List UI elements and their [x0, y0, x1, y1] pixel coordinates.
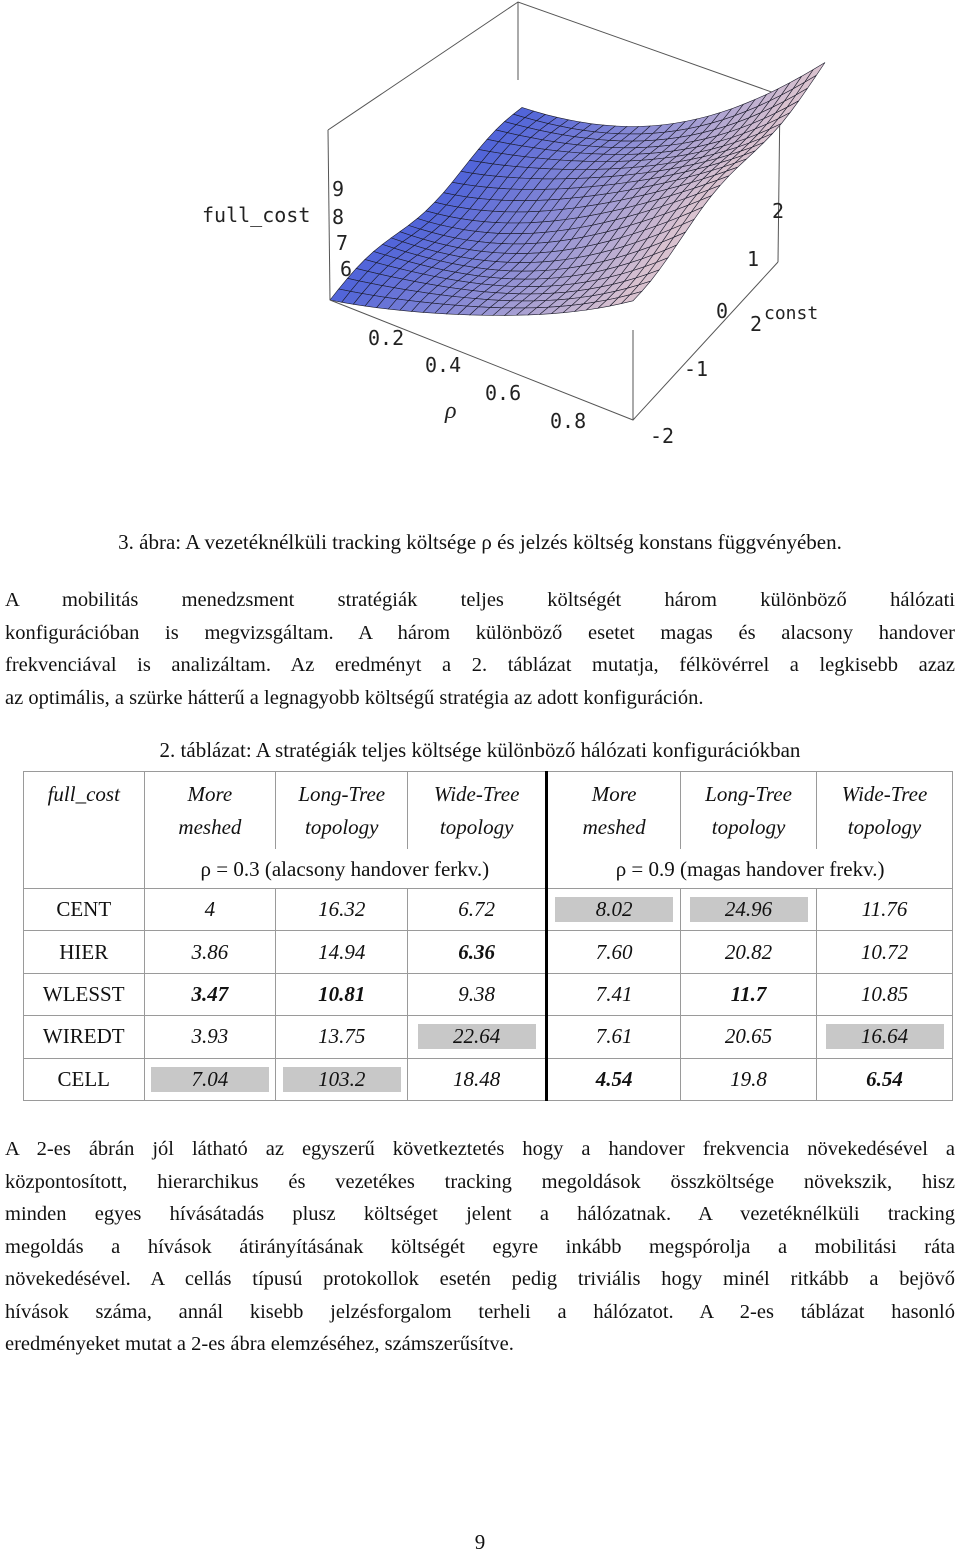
mesh-cell [805, 63, 825, 83]
table-cell: 4.54 [547, 1058, 681, 1100]
x-tick: 0.2 [368, 326, 405, 350]
table-cell: 7.60 [547, 931, 681, 973]
column-header: More meshed [144, 772, 276, 850]
y-tick: -1 [684, 357, 709, 381]
text-line: megoldás a hívások átirányításának költségét egyre inkább megspórolja a mobilitási ráta [5, 1235, 955, 1258]
text-line: központosított, hierarchikus és vezetékes tracking megoldások összköltsége növekszik, hisz [5, 1170, 955, 1193]
table-cell: 9.38 [408, 973, 547, 1015]
x-tick: 0.6 [485, 381, 522, 405]
page-number: 9 [474, 1530, 486, 1554]
row-label: WIREDT [24, 1016, 145, 1058]
table-cell: 7.04 [144, 1058, 276, 1100]
z-tick: 7 [336, 231, 349, 255]
table-cell: 10.85 [817, 973, 953, 1015]
y-tick: 2 [772, 199, 785, 223]
table-cell: 8.02 [547, 889, 681, 931]
column-header: Wide-Tree topology [408, 772, 547, 850]
table-cell: 11.76 [817, 889, 953, 931]
y-axis-label-prefix: 2 [750, 312, 763, 336]
y-tick: -2 [650, 424, 675, 448]
table-cell: 13.75 [276, 1016, 408, 1058]
column-header: Wide-Tree topology [817, 772, 953, 850]
column-header: Long-Tree topology [276, 772, 408, 850]
rho-high-header: ρ = 0.9 (magas handover frekv.) [547, 849, 953, 888]
table-cell: 19.8 [681, 1058, 817, 1100]
table-cell: 24.96 [681, 889, 817, 931]
table-row [24, 889, 953, 931]
table-cell: 10.72 [817, 931, 953, 973]
column-header: More meshed [547, 772, 681, 850]
row-label: CENT [24, 889, 145, 931]
text-line: növekedésével. A cellás típusú protokollok esetén pedig triviális hogy minél ritkább a bejövő [5, 1268, 955, 1290]
x-axis-label: ρ [445, 398, 457, 424]
z-tick: 9 [332, 177, 345, 201]
figure-caption: 3. ábra: A vezetéknélküli tracking költsége ρ és jelzés költség konstans függvényében. [118, 530, 842, 554]
x-tick: 0.8 [550, 409, 587, 433]
table-cell: 10.81 [276, 973, 408, 1015]
table-cell: 7.61 [547, 1016, 681, 1058]
paragraph-1 [5, 584, 955, 714]
z-tick: 8 [332, 205, 345, 229]
corner-header: full_cost [24, 772, 145, 889]
text-line: eredményeket mutat a 2-es ábra elemzéséhez, számszerűsítve. [5, 1333, 514, 1355]
y-axis-label: const [764, 303, 819, 324]
table-cell: 7.41 [547, 973, 681, 1015]
table-cell: 6.72 [408, 889, 547, 931]
table-cell: 18.48 [408, 1058, 547, 1100]
table-cell: 11.7 [681, 973, 817, 1015]
row-label: WLESST [24, 973, 145, 1015]
table-cell: 16.32 [276, 889, 408, 931]
table-cell: 14.94 [276, 931, 408, 973]
table-row [24, 1058, 953, 1100]
text-line: konfigurációban is megvizsgáltam. A három különböző esetet magas és alacsony handover [5, 621, 955, 644]
table-cell: 22.64 [408, 1016, 547, 1058]
text-line: az optimális, a szürke hátterű a legnagyobb költségű stratégia az adott konfiguráción. [5, 686, 704, 709]
table-row [24, 973, 953, 1015]
text-line: A mobilitás menedzsment stratégiák teljes költségét három különböző hálózati [5, 589, 955, 611]
surface-plot-figure [190, 0, 830, 470]
table-cell: 6.36 [408, 931, 547, 973]
x-tick: 0.4 [425, 353, 462, 377]
text-line: minden egyes hívásátadás plusz költséget jelent a hálózatnak. A vezetéknélküli tracking [5, 1203, 955, 1225]
table-row [24, 931, 953, 973]
table-cell: 103.2 [276, 1058, 408, 1100]
row-label: HIER [24, 931, 145, 973]
column-header: Long-Tree topology [681, 772, 817, 850]
surface-mesh [330, 63, 825, 316]
row-label: CELL [24, 1058, 145, 1100]
table-cell: 3.93 [144, 1016, 276, 1058]
rho-low-header: ρ = 0.3 (alacsony handover ferkv.) [144, 849, 547, 888]
table-cell: 6.54 [817, 1058, 953, 1100]
table-cell: 16.64 [817, 1016, 953, 1058]
table-cell: 20.65 [681, 1016, 817, 1058]
y-tick: 0 [716, 299, 729, 323]
text-line: A 2-es ábrán jól látható az egyszerű következtetés hogy a handover frekvencia növekedésével a [5, 1138, 955, 1160]
z-axis-label: full_cost [202, 203, 311, 227]
y-tick: 1 [747, 247, 760, 271]
table-cell: 4 [144, 889, 276, 931]
table-cell: 20.82 [681, 931, 817, 973]
table-cell: 3.47 [144, 973, 276, 1015]
table-title: 2. táblázat: A stratégiák teljes költsége különböző hálózati konfigurációkban [159, 738, 801, 762]
text-line: hívások száma, annál kisebb jelzésforgalom terheli a hálózatot. A 2-es táblázat hasonló [5, 1300, 955, 1323]
paragraph-2 [5, 1133, 955, 1361]
table-row [24, 1016, 953, 1058]
z-tick: 6 [340, 257, 353, 281]
cost-table [23, 771, 953, 1101]
table-cell: 3.86 [144, 931, 276, 973]
text-line: frekvenciával is analizáltam. Az eredményt a 2. táblázat mutatja, félkövérrel a legkisebb azaz [5, 654, 955, 676]
